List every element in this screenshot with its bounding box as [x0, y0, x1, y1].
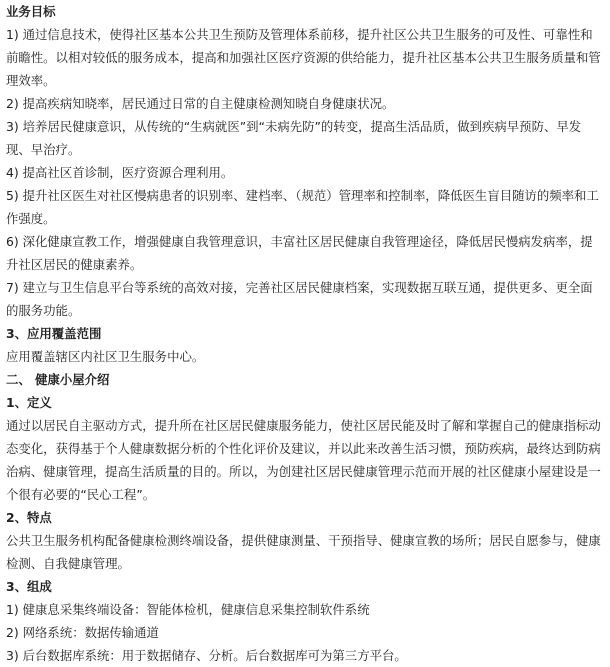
definition-text: 通过以居民自主驱动方式，提升所在社区居民健康服务能力，使社区居民能及时了解和掌握自己的健康指标动态变化，获得基于个人健康数据分析的个性化评价及建议，并以此来改善生活习惯，预防疾病，最终达到防病治病、健康管理，提高生活质量的目的。所以，为创建社区居民健康管理示范而开展的社区健康小屋建设是一个很有必要的“民心工程”。: [6, 418, 601, 502]
component-item-1: 1) 健康息采集终端设备：智能体检机，健康信息采集控制软件系统: [6, 602, 370, 617]
business-goal-heading: 业务目标: [6, 4, 56, 19]
coverage-section-text: 应用覆盖辖区内社区卫生服务中心。: [6, 349, 205, 364]
goal-item-7: 7) 建立与卫生信息平台等系统的高效对接，完善社区居民健康档案，实现数据互联互通，提供更多、更全面的服务功能。: [6, 280, 593, 318]
goals-list: [6, 23, 604, 322]
features-text: 公共卫生服务机构配备健康检测终端设备，提供健康测量、干预指导、健康宣教的场所；居民自愿参与，健康检测、自我健康管理。: [6, 533, 601, 571]
goal-item-3: 3) 培养居民健康意识，从传统的“生病就医”到“未病先防”的转变，提高生活品质，做到疾病早预防、早发现、早治疗。: [6, 119, 582, 157]
goal-item-4: 4) 提高社区首诊制，医疗资源合理利用。: [6, 165, 234, 180]
components-list: [6, 598, 604, 667]
goal-item-5: 5) 提升社区医生对社区慢病患者的识别率、建档率、（规范）管理率和控制率，降低医生盲目随访的频率和工作强度。: [6, 188, 599, 226]
features-title: 2、特点: [6, 510, 52, 525]
health-hut-part-title: 二、 健康小屋介绍: [6, 372, 110, 387]
document-body: [6, 0, 604, 667]
composition-title: 3、组成: [6, 579, 52, 594]
goal-item-6: 6) 深化健康宣教工作，增强健康自我管理意识，丰富社区居民健康自我管理途径，降低居民慢病发病率，提升社区居民的健康素养。: [6, 234, 593, 272]
component-item-3: 3) 后台数据库系统：用于数据储存、分析。后台数据库可为第三方平台。: [6, 648, 407, 663]
definition-title: 1、定义: [6, 395, 52, 410]
coverage-section-title: 3、应用覆盖范围: [6, 326, 102, 341]
goal-item-2: 2) 提高疾病知晓率，居民通过日常的自主健康检测知晓自身健康状况。: [6, 96, 395, 111]
goal-item-1: 1) 通过信息技术，使得社区基本公共卫生预防及管理体系前移，提升社区公共卫生服务的可及性、可靠性和前瞻性。以相对较低的服务成本，提高和加强社区医疗资源的供给能力，提升社区基本公共卫生服务质量和管理效率。: [6, 27, 601, 88]
component-item-2: 2) 网络系统：数据传输通道: [6, 625, 159, 640]
